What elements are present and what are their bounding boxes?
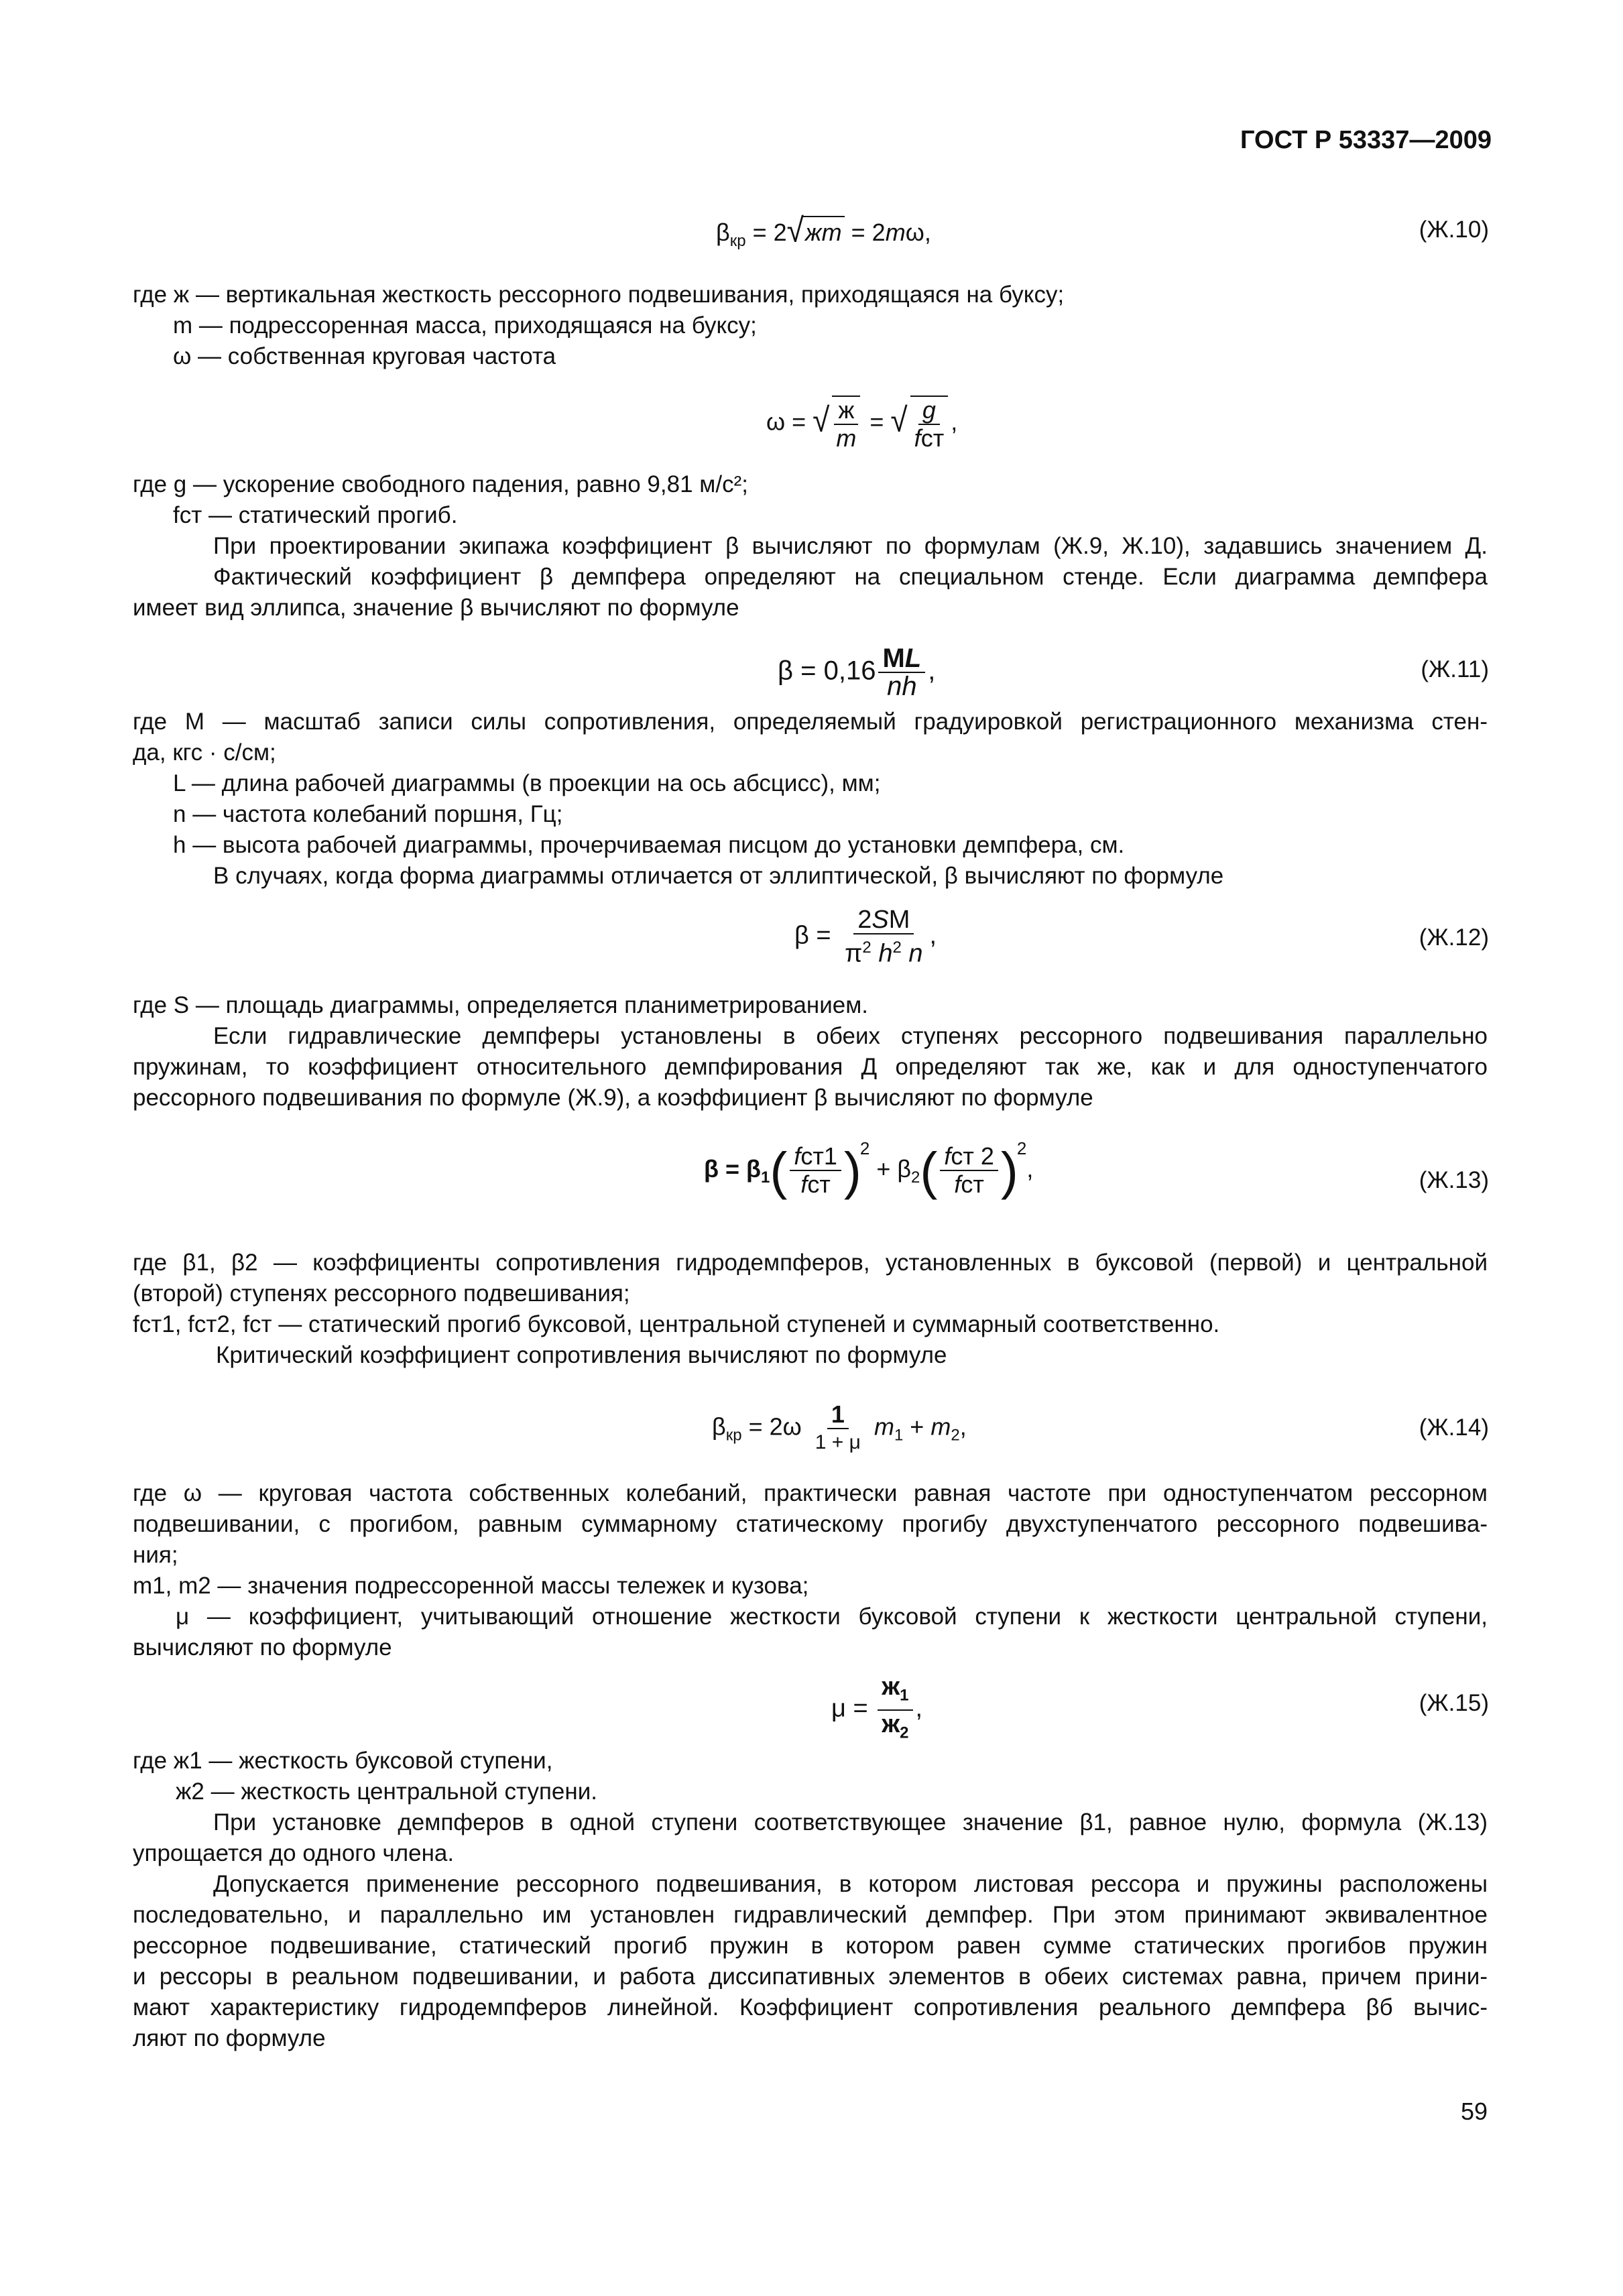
standard-header: ГОСТ Р 53337—2009 — [1240, 126, 1492, 154]
equation-zh11: β = 0,16 $\frac{ML}{nh}$ , — [778, 644, 936, 701]
equation-zh13: $\beta = \beta_1$( $\frac{\text{fст1}}{\text{fст}}$ )$^2 + \beta_2$( $\frac{\text{fст 2}}{\text{fст}}$ )$^2$, — [704, 1138, 1034, 1201]
text-line: и рессоры в реальном подвешивании, и работа диссипативных элементов в обеих системах равна, причем прини- — [133, 1963, 1488, 1990]
equation-number-zh10: (Ж.10) — [1419, 217, 1489, 243]
text-line: Фактический коэффициент β демпфера определяют на специальном стенде. Если диаграмма демпфера — [213, 564, 1488, 590]
text-line: m1, m2 — значения подрессоренной массы тележек и кузова; — [133, 1573, 809, 1599]
text-line: ω — собственная круговая частота — [173, 343, 556, 369]
text-line: При проектировании экипажа коэффициент β вычисляют по формулам (Ж.9, Ж.10), задавшись значением Д. — [213, 533, 1488, 559]
text-line: упрощается до одного члена. — [133, 1840, 455, 1866]
text-line: да, кгс · с/см; — [133, 739, 276, 766]
text-line: ляют по формуле — [133, 2025, 326, 2051]
text-line: Допускается применение рессорного подвешивания, в котором листовая рессора и пружины расположены — [213, 1871, 1488, 1897]
text-line: L — длина рабочей диаграммы (в проекции на ось абсцисс), мм; — [173, 770, 881, 796]
text-line: рессорного подвешивания по формуле (Ж.9), а коэффициент β вычисляют по формуле — [133, 1085, 1093, 1111]
text-line: имеет вид эллипса, значение β вычисляют по формуле — [133, 595, 739, 621]
text-line: мают характеристику гидродемпферов линейной. Коэффициент сопротивления реального демпфера βб вычис- — [133, 1994, 1488, 2020]
text-line: m — подрессоренная масса, приходящаяся на буксу; — [173, 312, 757, 339]
equation-number-zh14: (Ж.14) — [1419, 1414, 1489, 1441]
text-line: ж2 — жесткость центральной ступени. — [176, 1778, 597, 1805]
equation-zh10: $\beta_{кр} = 2√жm = 2m\omega$, — [716, 210, 931, 251]
text-line: вычисляют по формуле — [133, 1634, 392, 1660]
text-line: где ω — круговая частота собственных колебаний, практически равная частоте при одноступенчатом рессорном — [133, 1480, 1488, 1506]
text-line: где ж1 — жесткость буксовой ступени, — [133, 1748, 553, 1774]
text-line: последовательно, и параллельно им установлен гидравлический демпфер. При этом принимают эквивалентное — [133, 1902, 1488, 1928]
equation-omega: ω = √ $\frac{ж}{m}$ = √ $\frac{g}{\text{fст}}$ , — [766, 396, 958, 452]
text-line: где М — масштаб записи силы сопротивления, определяемый градуировкой регистрационного механизма стен- — [133, 709, 1488, 735]
text-line: h — высота рабочей диаграммы, прочерчиваемая писцом до установки демпфера, см. — [173, 832, 1125, 858]
equation-number-zh15: (Ж.15) — [1419, 1690, 1489, 1716]
text-line: где g — ускорение свободного падения, равно 9,81 м/с²; — [133, 471, 748, 497]
text-line: Если гидравлические демпферы установлены в обеих ступенях рессорного подвешивания параллельно — [213, 1023, 1488, 1049]
equation-zh15: μ = $\frac{ж_1}{ж_2}$ , — [831, 1673, 923, 1742]
equation-zh14: $\beta_{кр} = 2\omega$ $\frac{1}{1 + \mu}$ $m_1 + m_2$, — [712, 1400, 967, 1453]
text-line: (второй) ступенях рессорного подвешивания; — [133, 1280, 630, 1307]
text-line: подвешивании, с прогибом, равным суммарному статическому прогибу двухступенчатого рессорного подвешива- — [133, 1511, 1488, 1537]
text-line: где β1, β2 — коэффициенты сопротивления гидродемпферов, установленных в буксовой (первой) и центральной — [133, 1250, 1488, 1276]
text-line: где ж — вертикальная жесткость рессорного подвешивания, приходящаяся на буксу; — [133, 282, 1065, 308]
text-line: При установке демпферов в одной ступени соответствующее значение β1, равное нулю, формула (Ж.13) — [213, 1809, 1488, 1835]
equation-number-zh11: (Ж.11) — [1421, 656, 1489, 682]
equation-number-zh12: (Ж.12) — [1419, 924, 1489, 951]
equation-zh12: β = $\frac{2SM}{\pi^2 h^2 n}$ , — [794, 906, 937, 968]
text-line: n — частота колебаний поршня, Гц; — [173, 801, 563, 827]
text-line: Критический коэффициент сопротивления вычисляют по формуле — [216, 1342, 947, 1368]
text-line: fст — статический прогиб. — [173, 502, 458, 528]
text-line: μ — коэффициент, учитывающий отношение жесткости буксовой ступени к жесткости центральной ступени, — [176, 1604, 1488, 1630]
text-line: где S — площадь диаграммы, определяется планиметрированием. — [133, 992, 868, 1018]
text-line: пружинам, то коэффициент относительного демпфирования Д определяют так же, как и для одноступенчатого — [133, 1054, 1488, 1080]
text-line: ния; — [133, 1542, 178, 1568]
text-line: В случаях, когда форма диаграммы отличается от эллиптической, β вычисляют по формуле — [213, 863, 1224, 889]
page-number: 59 — [1460, 2098, 1488, 2125]
text-line: рессорное подвешивание, статический прогиб пружин в котором равен сумме статических прогибов пружин — [133, 1933, 1488, 1959]
text-line: fст1, fст2, fст — статический прогиб буксовой, центральной ступеней и суммарный соответственно. — [133, 1311, 1220, 1337]
equation-number-zh13: (Ж.13) — [1419, 1167, 1489, 1193]
